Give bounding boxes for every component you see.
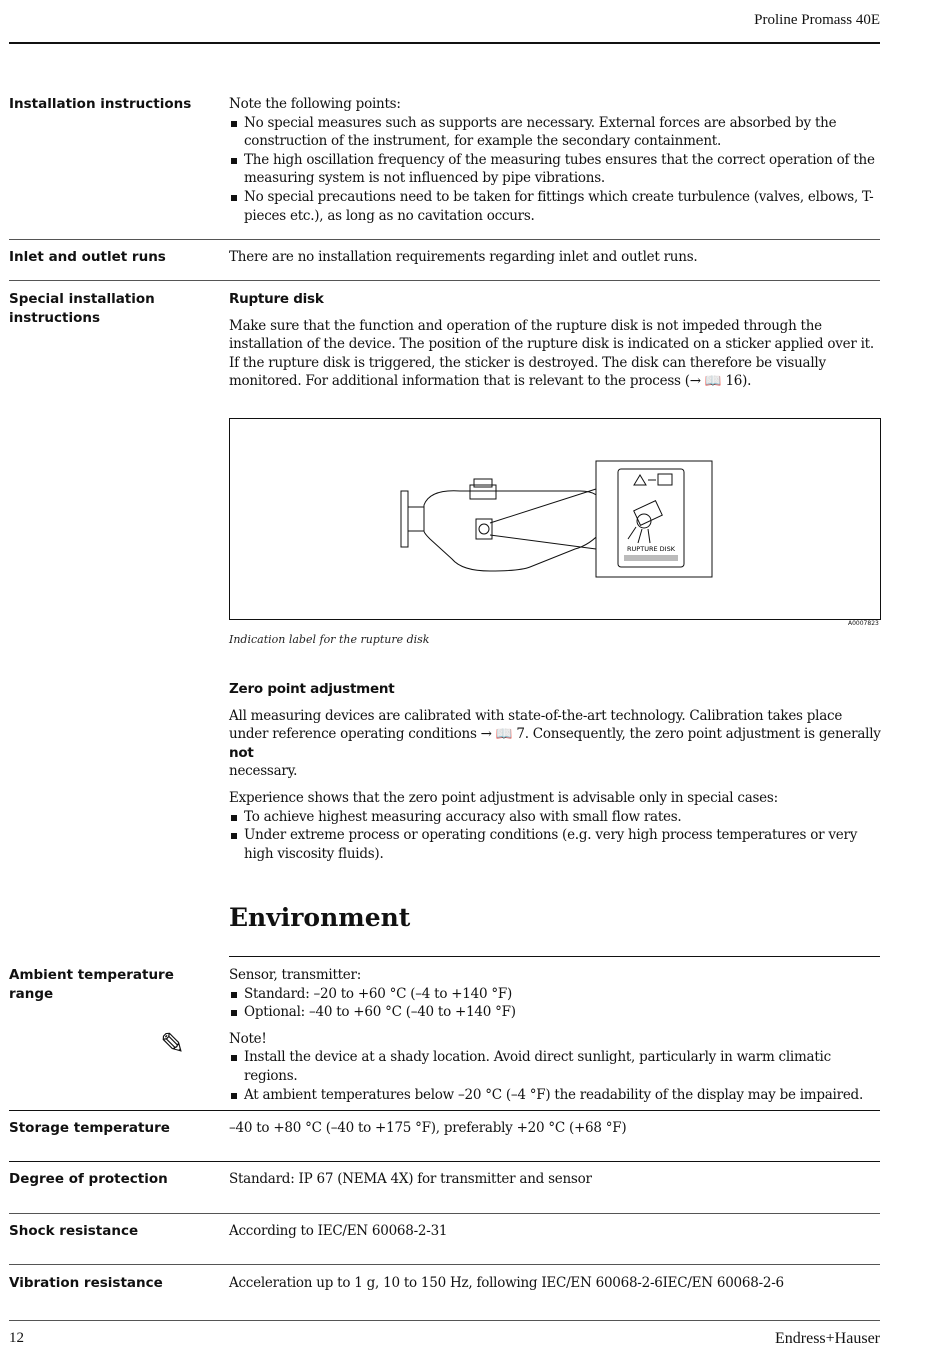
vibration-text: Acceleration up to 1 g, 10 to 150 Hz, following IEC/EN 60068-2-6IEC/EN 60068-2-6	[229, 1275, 784, 1291]
divider	[9, 1264, 880, 1265]
vibration-label: Vibration resistance	[9, 1275, 163, 1291]
pencil-icon: ✎	[160, 1027, 186, 1062]
protection-text: Standard: IP 67 (NEMA 4X) for transmitter and sensor	[229, 1171, 592, 1187]
ambient-list	[229, 985, 884, 1022]
storage-label: Storage temperature	[9, 1120, 170, 1136]
installation-label: Installation instructions	[9, 96, 192, 112]
divider	[9, 239, 880, 240]
storage-text: –40 to +80 °C (–40 to +175 °F), preferably +20 °C (+68 °F)	[229, 1120, 627, 1136]
special-label-line2: instructions	[9, 310, 100, 326]
rupture-disk-figure	[229, 418, 881, 620]
note-label: Note!	[229, 1030, 267, 1047]
divider	[9, 1110, 880, 1111]
zero-point-heading: Zero point adjustment	[229, 681, 395, 697]
list-item: Under extreme process or operating conditions (e.g. very high process temperatures or very high viscosity fluids).	[229, 826, 884, 863]
special-label-line1: Special installation	[9, 291, 155, 307]
zero-point-list	[229, 808, 884, 864]
divider	[9, 1161, 880, 1162]
installation-list	[229, 114, 884, 226]
zero-point-section	[229, 680, 884, 863]
rupture-section	[229, 290, 884, 391]
list-item: Optional: –40 to +60 °C (–40 to +140 °F)	[229, 1003, 884, 1022]
list-item: The high oscillation frequency of the measuring tubes ensures that the correct operation of the measuring system is not influenced by pipe vibrations.	[229, 151, 884, 188]
installation-section	[229, 95, 884, 225]
figure-id: A0007823	[848, 620, 879, 627]
ambient-section	[229, 966, 884, 1104]
special-label	[9, 290, 219, 328]
zero-text-a: All measuring devices are calibrated with state-of-the-art technology. Calibration takes place under reference operating conditions → 📖 7. Consequently, the zero point adjustment is generally	[229, 707, 881, 743]
shock-label: Shock resistance	[9, 1223, 139, 1239]
inlet-label: Inlet and outlet runs	[9, 249, 166, 265]
list-item: At ambient temperatures below –20 °C (–4 °F) the readability of the display may be impaired.	[229, 1086, 884, 1105]
document-title: Proline Promass 40E	[754, 12, 880, 28]
zero-point-intro: Experience shows that the zero point adjustment is advisable only in special cases:	[229, 789, 778, 806]
divider	[9, 1320, 880, 1321]
divider	[9, 280, 880, 281]
rupture-heading: Rupture disk	[229, 291, 324, 307]
ambient-intro: Sensor, transmitter:	[229, 967, 362, 983]
page-header	[9, 0, 880, 44]
list-item: Install the device at a shady location. Avoid direct sunlight, particularly in warm climatic regions.	[229, 1048, 884, 1085]
divider	[9, 1213, 880, 1214]
inlet-text: There are no installation requirements regarding inlet and outlet runs.	[229, 249, 698, 265]
meter-illustration	[230, 419, 880, 619]
rupture-text: Make sure that the function and operation of the rupture disk is not impeded through the installation of the device. The position of the rupture disk is indicated on a sticker applied over it. If the rupture disk is triggered, the sticker is destroyed. The disk can therefore be visually monitored. For additional information that is relevant to the process (→ 📖 16).	[229, 317, 874, 390]
page-number: 12	[9, 1330, 24, 1346]
environment-heading: Environment	[229, 903, 411, 932]
divider	[229, 956, 880, 957]
installation-intro: Note the following points:	[229, 96, 401, 112]
zero-text-b: necessary.	[229, 763, 298, 780]
list-item: No special measures such as supports are necessary. External forces are absorbed by the construction of the instrument, for example the secondary containment.	[229, 114, 884, 151]
sticker-label: RUPTURE DISK	[627, 545, 675, 553]
zero-text-bold: not	[229, 744, 254, 761]
zero-point-text	[229, 707, 884, 781]
protection-label: Degree of protection	[9, 1171, 168, 1187]
brand-name: Endress+Hauser	[775, 1330, 880, 1347]
note-list	[229, 1048, 884, 1104]
list-item: Standard: –20 to +60 °C (–4 to +140 °F)	[229, 985, 884, 1004]
list-item: No special precautions need to be taken for fittings which create turbulence (valves, elbows, T-pieces etc.), as long as no cavitation occurs.	[229, 188, 884, 225]
shock-text: According to IEC/EN 60068-2-31	[229, 1223, 448, 1239]
ambient-label: Ambient temperature range	[9, 967, 174, 1002]
figure-caption: Indication label for the rupture disk	[229, 633, 430, 646]
list-item: To achieve highest measuring accuracy also with small flow rates.	[229, 808, 884, 827]
